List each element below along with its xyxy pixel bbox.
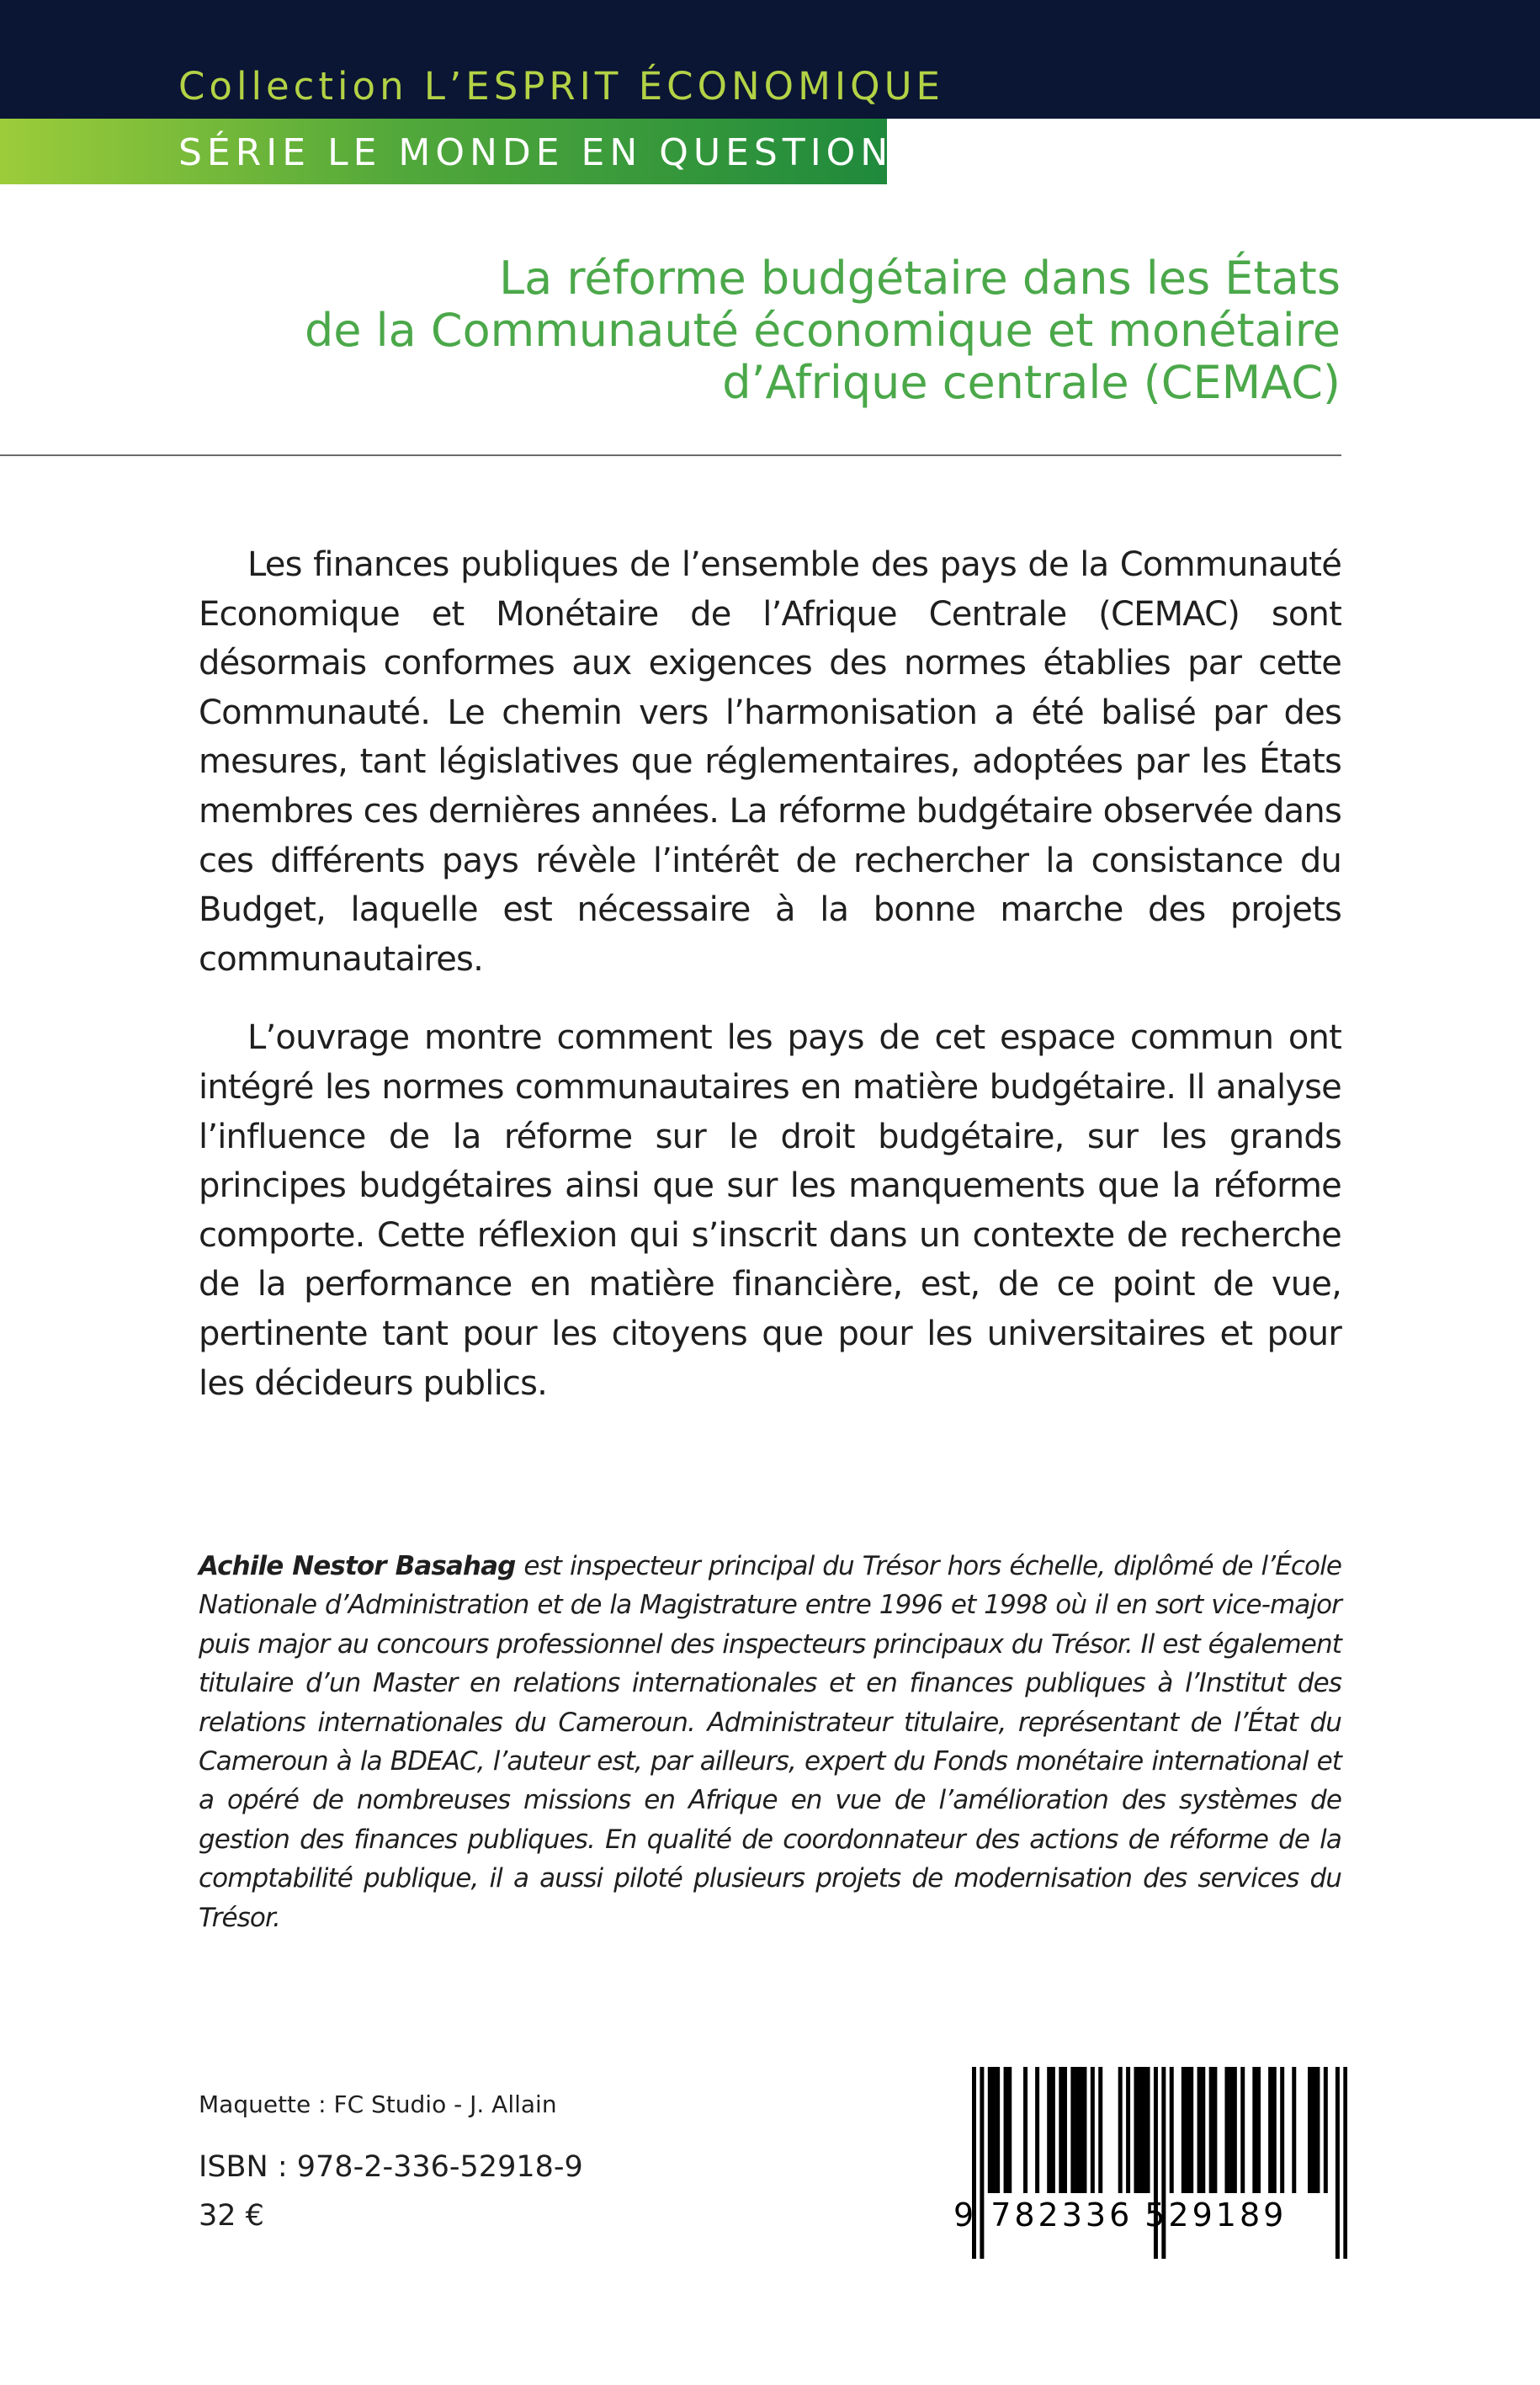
barcode-left-group: 782336 [990,2196,1134,2234]
barcode-bar [988,2067,992,2193]
book-summary [199,540,1341,1437]
barcode-bar [1051,2067,1055,2193]
serie-name: SÉRIE LE MONDE EN QUESTION [178,131,894,174]
author-name: Achile Nestor Basahag [199,1551,516,1581]
barcode-bar [1059,2067,1063,2193]
barcode-bar [1004,2067,1008,2193]
barcode-bar [1063,2067,1067,2193]
design-credit: Maquette : FC Studio - J. Allain [199,2090,557,2118]
barcode-bar [1007,2067,1012,2193]
barcode-bar [1146,2067,1150,2193]
barcode-bar [1035,2067,1039,2193]
book-title [162,252,1341,409]
barcode-bar [1268,2067,1272,2193]
price: 32 € [199,2199,264,2233]
book-title-line-1: La réforme budgétaire dans les États [499,252,1341,305]
barcode-bar [1091,2067,1095,2193]
barcode-bar [1118,2067,1123,2193]
barcode-bar [1142,2067,1146,2193]
barcode-bar [1070,2067,1075,2193]
barcode-bar [996,2067,1000,2193]
title-divider [0,454,1341,456]
collection-name: Collection L’ESPRIT ÉCONOMIQUE [178,64,944,109]
barcode-bar [1229,2067,1233,2193]
summary-paragraph-2: L’ouvrage montre comment les pays de cet espace commun ont intégré les normes communautaires en matière budgétaire. Il analyse l’influence de la réforme sur le droit budgétaire, sur les grands principes budgétaires ainsi que sur les manquements que la réforme comporte. Cette réflexion qui s’inscrit dans un contexte de recherche de la performance en matière financière, est, de ce point de vue, pertinente tant pour les citoyens que pour les universitaires et pour les décideurs publics. [199,1018,1341,1403]
barcode-bar [1233,2067,1237,2193]
barcode-bar [1280,2067,1284,2193]
barcode-bar [1126,2067,1130,2193]
barcode-bar [1213,2067,1217,2193]
barcode-bar [1079,2067,1083,2193]
barcode-bar [1312,2067,1316,2193]
barcode-bar [1197,2067,1202,2193]
book-title-line-3: d’Afrique centrale (CEMAC) [722,356,1341,409]
barcode-digits [953,2196,1354,2234]
barcode-bar [1023,2067,1028,2193]
isbn: ISBN : 978-2-336-52918-9 [199,2150,583,2184]
summary-paragraph-1: Les finances publiques de l’ensemble des pays de la Communauté Economique et Monétaire de l’Afrique Centrale (CEMAC) sont désormais conformes aux exigences des normes établies par cette Communauté. Le chemin vers l’harmonisation a été balisé par des mesures, tant législatives que réglementaires, adoptées par les États membres ces dernières années. La réforme budgétaire observée dans ces différents pays révèle l’intérêt de rechercher la consistance du Budget, laquelle est nécessaire à la bonne marche des projets communautaires. [199,545,1341,979]
barcode-right-group: 529189 [1144,2196,1288,2234]
barcode-bar [1186,2067,1190,2193]
barcode-bar [1098,2067,1102,2193]
barcode-bar [991,2067,996,2193]
barcode-bar [1182,2067,1186,2193]
barcode-bar [1201,2067,1205,2193]
barcode-bar [1075,2067,1079,2193]
barcode-bar [1252,2067,1256,2193]
barcode-bar [1292,2067,1296,2193]
barcode-bar [1224,2067,1229,2193]
barcode-bar [1170,2067,1174,2193]
barcode-bar [1209,2067,1213,2193]
barcode-lead-digit: 9 [953,2196,978,2234]
barcode-bar [1134,2067,1138,2193]
author-bio-text: est inspecteur principal du Trésor hors échelle, diplômé de l’École Nationale d’Administration et de la Magistrature entre 1996 et 1998 où il en sort vice-major puis major au concours professionnel des inspecteurs principaux du Trésor. Il est également titulaire d’un Master en relations internationales et en finances publiques à l’Institut des relations internationales du Cameroun. Administrateur titulaire, représentant de l’État du Cameroun à la BDEAC, l’auteur est, par ailleurs, expert du Fonds monétaire international et a opéré de nombreuses missions en Afrique en vue de l’amélioration des systèmes de gestion des finances publiques. En qualité de coordonnateur des actions de réforme de la comptabilité publique, il a aussi piloté plusieurs projets de modernisation des services du Trésor. [199,1551,1341,1933]
barcode-bar [1047,2067,1051,2193]
barcode-bar [1256,2067,1261,2193]
author-bio [199,1547,1341,1937]
barcode-bar [1138,2067,1142,2193]
barcode-bar [1189,2067,1193,2193]
barcode-bar [1240,2067,1245,2193]
barcode-bar [1308,2067,1312,2193]
book-title-line-2: de la Communauté économique et monétaire [304,304,1341,357]
barcode-bar [1324,2067,1328,2193]
barcode-bar [1315,2067,1320,2193]
barcode-bar [1082,2067,1086,2193]
barcode-bar [1272,2067,1277,2193]
